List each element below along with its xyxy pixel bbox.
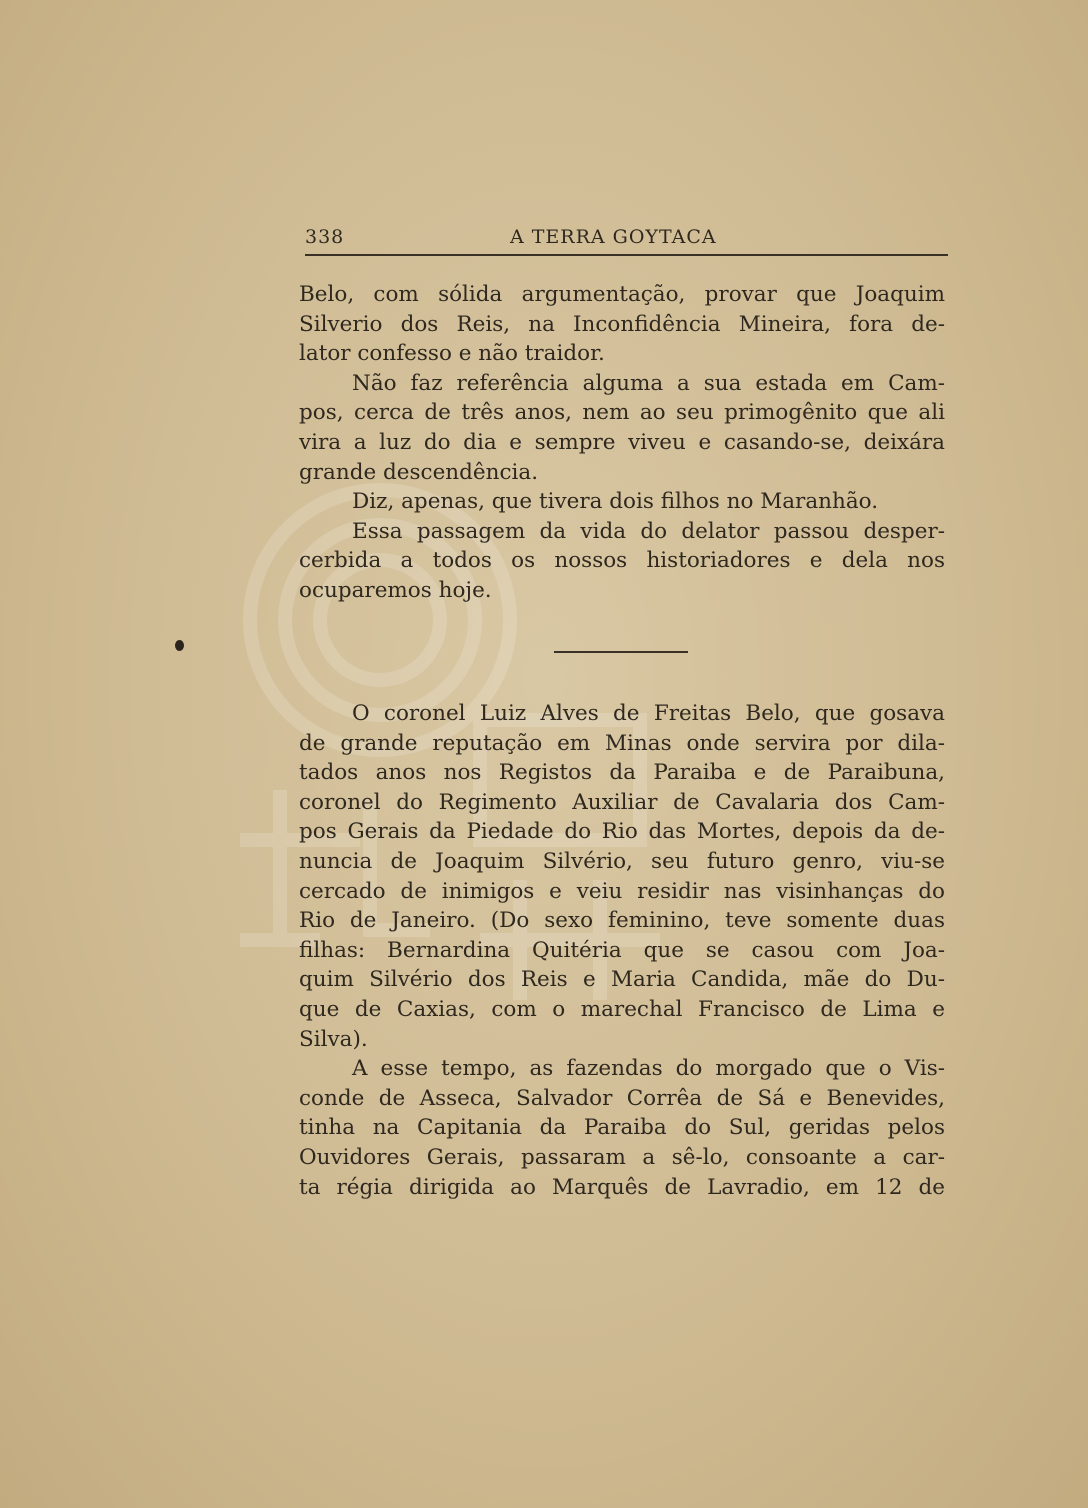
- text-line: quim Silvério dos Reis e Maria Candida, mãe do Du-: [299, 967, 945, 993]
- text-line: cercado de inimigos e veiu residir nas visinhanças do: [299, 878, 945, 904]
- ink-speck: [175, 640, 184, 651]
- text-line: coronel do Regimento Auxiliar de Cavalaria dos Cam-: [299, 789, 945, 815]
- text-line: cerbida a todos os nossos historiadores e dela nos: [299, 548, 945, 574]
- text-line: O coronel Luiz Alves de Freitas Belo, que gosava: [352, 701, 945, 726]
- running-header: [305, 224, 948, 256]
- text-line: pos Gerais da Piedade do Rio das Mortes, depois da de-: [299, 819, 945, 845]
- text-line: filhas: Bernardina Quitéria que se casou com Joa-: [299, 937, 945, 963]
- text-line: Rio de Janeiro. (Do sexo feminino, teve somente duas: [299, 908, 945, 934]
- text-line: lator confesso e não traidor.: [299, 341, 605, 367]
- text-line: Belo, com sólida argumentação, provar que Joaquim: [299, 282, 945, 307]
- text-line: Silva).: [299, 1026, 368, 1052]
- text-line: pos, cerca de três anos, nem ao seu primogênito que ali: [299, 400, 945, 426]
- text-line: Ouvidores Gerais, passaram a sê-lo, consoante a car-: [299, 1144, 945, 1170]
- text-line: conde de Asseca, Salvador Corrêa de Sá e Benevides,: [299, 1085, 945, 1111]
- text-line: Silverio dos Reis, na Inconfidência Mineira, fora de-: [299, 311, 945, 337]
- section-divider: [554, 651, 688, 653]
- text-line: nuncia de Joaquim Silvério, seu futuro genro, viu-se: [299, 848, 945, 874]
- text-line: tinha na Capitania da Paraiba do Sul, geridas pelos: [299, 1115, 945, 1141]
- text-block-top: [299, 280, 945, 606]
- text-line: grande descendência.: [299, 459, 539, 485]
- text-line: vira a luz do dia e sempre viveu e casando-se, deixára: [299, 429, 945, 455]
- text-line: Não faz referência alguma a sua estada em Cam-: [352, 370, 945, 396]
- running-title: A TERRA GOYTACA: [510, 226, 717, 248]
- text-line: Diz, apenas, que tivera dois filhos no Maranhão.: [352, 489, 879, 515]
- text-line: que de Caxias, com o marechal Francisco de Lima e: [299, 996, 945, 1022]
- page-number: 338: [305, 226, 345, 248]
- text-line: de grande reputação em Minas onde servira por dila-: [299, 730, 945, 756]
- text-line: tados anos nos Registos da Paraiba e de Paraibuna,: [299, 760, 945, 786]
- text-line: A esse tempo, as fazendas do morgado que o Vis-: [352, 1056, 945, 1082]
- text-block-bottom: [299, 699, 945, 1202]
- text-line: ta régia dirigida ao Marquês de Lavradio, em 12 de: [299, 1174, 945, 1200]
- text-line: ocuparemos hoje.: [299, 577, 492, 603]
- text-line: Essa passagem da vida do delator passou desper-: [352, 518, 945, 544]
